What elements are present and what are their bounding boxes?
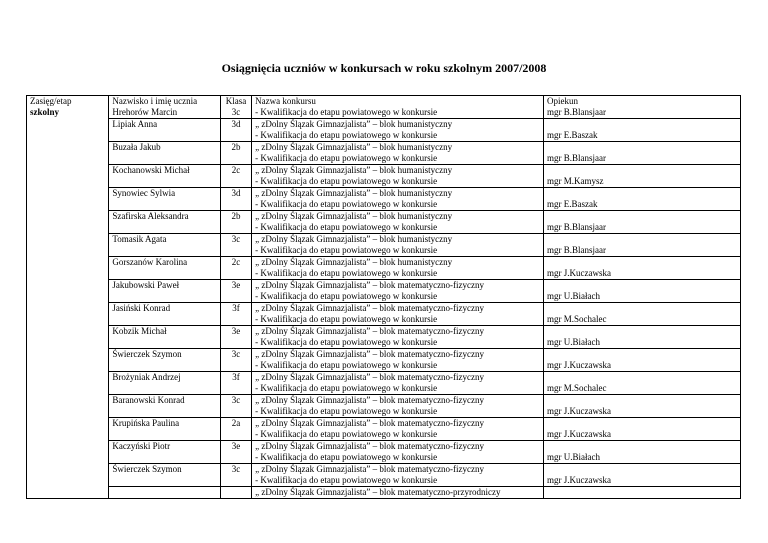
- table-row: [27, 372, 741, 395]
- opiekun-cell: [543, 372, 740, 395]
- zasieg-header: Zasięg/etap: [30, 96, 72, 106]
- student-klasa: 2b: [220, 211, 251, 234]
- konkurs-cell: [252, 165, 544, 188]
- student-klasa: 3e: [220, 326, 251, 349]
- table-row: [27, 188, 741, 211]
- opiekun-name: mgr J.Kuczawska: [546, 429, 611, 439]
- student-klasa: 3e: [220, 441, 251, 464]
- opiekun-name: mgr B.Blansjaar: [546, 245, 606, 255]
- konkurs-line1: - Kwalifikacja do etapu powiatowego w konkursie: [255, 291, 438, 301]
- student-name: Baranowski Konrad: [109, 395, 221, 418]
- konkurs-line2: „ zDolny Ślązak Gimnazjalista” – blok matematyczno-przyrodniczy: [255, 487, 501, 497]
- zasieg-value: szkolny: [30, 107, 60, 117]
- table-row: [27, 96, 741, 119]
- table-row: [27, 326, 741, 349]
- konkurs-cell: [252, 188, 544, 211]
- opiekun-name: mgr E.Baszak: [546, 130, 598, 140]
- konkurs-cell: [252, 280, 544, 303]
- konkurs-line2: „ zDolny Ślązak Gimnazjalista” – blok matematyczno-fizyczny: [255, 464, 485, 474]
- opiekun-cell: [543, 487, 740, 499]
- table-row: [27, 234, 741, 257]
- konkurs-line2: „ zDolny Ślązak Gimnazjalista” – blok matematyczno-fizyczny: [255, 303, 485, 313]
- student-klasa: 2a: [220, 418, 251, 441]
- opiekun-name: mgr J.Kuczawska: [546, 360, 611, 370]
- opiekun-cell: [543, 326, 740, 349]
- konkurs-line2: „ zDolny Ślązak Gimnazjalista” – blok matematyczno-fizyczny: [255, 280, 485, 290]
- konkurs-line1: - Kwalifikacja do etapu powiatowego w konkursie: [255, 360, 438, 370]
- konkurs-line2: „ zDolny Ślązak Gimnazjalista” – blok matematyczno-fizyczny: [255, 349, 485, 359]
- document-title: Osiągnięcia uczniów w konkursach w roku szkolnym 2007/2008: [221, 61, 547, 75]
- student-klasa: 2b: [220, 142, 251, 165]
- opiekun-name: mgr E.Baszak: [546, 199, 598, 209]
- konkurs-cell: [252, 303, 544, 326]
- results-table: [26, 95, 741, 499]
- opiekun-cell: [543, 188, 740, 211]
- konkurs-cell: [252, 349, 544, 372]
- empty-klasa-cell: [220, 487, 251, 499]
- opiekun-cell: [543, 119, 740, 142]
- konkurs-line1: - Kwalifikacja do etapu powiatowego w konkursie: [255, 337, 438, 347]
- konkurs-line1: - Kwalifikacja do etapu powiatowego w konkursie: [255, 314, 438, 324]
- opiekun-cell: [543, 349, 740, 372]
- table-row: [27, 418, 741, 441]
- zasieg-cell: [27, 96, 109, 499]
- opiekun-name: mgr U.Białach: [546, 337, 600, 347]
- table-row: [27, 464, 741, 487]
- konkurs-cell: [252, 418, 544, 441]
- opiekun-cell: [543, 142, 740, 165]
- student-klasa: 3c: [220, 349, 251, 372]
- konkurs-line2: „ zDolny Ślązak Gimnazjalista” – blok matematyczno-fizyczny: [255, 395, 485, 405]
- student-name: Kochanowski Michał: [109, 165, 221, 188]
- name-cell: [109, 96, 221, 119]
- student-klasa: 3c: [220, 395, 251, 418]
- student-name: Buzała Jakub: [109, 142, 221, 165]
- table-row: [27, 395, 741, 418]
- opiekun-cell: [543, 464, 740, 487]
- table-row: [27, 119, 741, 142]
- konkurs-line2: „ zDolny Ślązak Gimnazjalista” – blok humanistyczny: [255, 234, 453, 244]
- student-name: Brożyniak Andrzej: [109, 372, 221, 395]
- konkurs-cell: [252, 395, 544, 418]
- student-name: Jakubowski Paweł: [109, 280, 221, 303]
- konkurs-line1: - Kwalifikacja do etapu powiatowego w konkursie: [255, 176, 438, 186]
- konkurs-cell: [252, 372, 544, 395]
- konkurs-cell: [252, 142, 544, 165]
- table-row: [27, 142, 741, 165]
- student-klasa: 3c: [220, 234, 251, 257]
- konkurs-line1: - Kwalifikacja do etapu powiatowego w konkursie: [255, 475, 438, 485]
- konkurs-line2: „ zDolny Ślązak Gimnazjalista” – blok matematyczno-fizyczny: [255, 326, 485, 336]
- student-klasa: 3f: [220, 303, 251, 326]
- opiekun-name: mgr J.Kuczawska: [546, 475, 611, 485]
- table-row: [27, 211, 741, 234]
- student-klasa: 3f: [220, 372, 251, 395]
- student-name: Gorszanów Karolina: [109, 257, 221, 280]
- opiekun-cell: [543, 211, 740, 234]
- konkurs-line2: „ zDolny Ślązak Gimnazjalista” – blok matematyczno-fizyczny: [255, 372, 485, 382]
- konkurs-cell: [252, 326, 544, 349]
- klasa-cell: [220, 96, 251, 119]
- konkurs-line2: „ zDolny Ślązak Gimnazjalista” – blok humanistyczny: [255, 142, 453, 152]
- opiekun-cell: [543, 280, 740, 303]
- student-name: Kobzik Michał: [109, 326, 221, 349]
- klasa-header: Klasa: [225, 96, 247, 106]
- opiekun-cell: [543, 303, 740, 326]
- name-header: Nazwisko i imię ucznia: [112, 96, 198, 106]
- opiekun-name: mgr M.Sochalec: [546, 314, 607, 324]
- student-name: Kaczyński Piotr: [109, 441, 221, 464]
- opiekun-cell: [543, 441, 740, 464]
- konkurs-line2: „ zDolny Ślązak Gimnazjalista” – blok humanistyczny: [255, 165, 453, 175]
- student-name: Świerczek Szymon: [109, 349, 221, 372]
- opiekun-header: Opiekun: [546, 96, 578, 106]
- table-row: [27, 303, 741, 326]
- opiekun-name: mgr J.Kuczawska: [546, 268, 611, 278]
- student-klasa: 3d: [220, 188, 251, 211]
- konkurs-line2: „ zDolny Ślązak Gimnazjalista” – blok humanistyczny: [255, 188, 453, 198]
- student-name: Świerczek Szymon: [109, 464, 221, 487]
- konkurs-cell: [252, 211, 544, 234]
- konkurs-line1: - Kwalifikacja do etapu powiatowego w konkursie: [255, 153, 438, 163]
- konkurs-line1: - Kwalifikacja do etapu powiatowego w konkursie: [255, 130, 438, 140]
- opiekun-name: mgr U.Białach: [546, 452, 600, 462]
- results-table-body: [27, 96, 741, 499]
- student-klasa: 3e: [220, 280, 251, 303]
- opiekun-name: mgr M.Sochalec: [546, 383, 607, 393]
- konkurs-line1: - Kwalifikacja do etapu powiatowego w konkursie: [255, 222, 438, 232]
- student-name: Szafirska Aleksandra: [109, 211, 221, 234]
- table-row: [27, 165, 741, 188]
- konkurs-line1: - Kwalifikacja do etapu powiatowego w konkursie: [255, 383, 438, 393]
- konkurs-line2: „ zDolny Ślązak Gimnazjalista” – blok matematyczno-fizyczny: [255, 418, 485, 428]
- student-klasa: 2c: [220, 257, 251, 280]
- opiekun-name: mgr B.Blansjaar: [546, 153, 606, 163]
- table-row: [27, 441, 741, 464]
- konkurs-cell: [252, 234, 544, 257]
- konkurs-cell: [252, 464, 544, 487]
- konkurs-cell: [252, 441, 544, 464]
- konkurs-line1: - Kwalifikacja do etapu powiatowego w konkursie: [255, 199, 438, 209]
- student-name: Krupińska Paulina: [109, 418, 221, 441]
- table-row: [27, 487, 741, 499]
- konkurs-line1: - Kwalifikacja do etapu powiatowego w konkursie: [255, 245, 438, 255]
- konkurs-cell: [252, 487, 544, 499]
- opiekun-name: mgr B.Blansjaar: [546, 107, 606, 117]
- konkurs-cell: [252, 96, 544, 119]
- konkurs-cell: [252, 119, 544, 142]
- empty-name-cell: [109, 487, 221, 499]
- konkurs-line1: - Kwalifikacja do etapu powiatowego w konkursie: [255, 406, 438, 416]
- konkurs-line1: - Kwalifikacja do etapu powiatowego w konkursie: [255, 107, 438, 117]
- konkurs-line1: - Kwalifikacja do etapu powiatowego w konkursie: [255, 429, 438, 439]
- table-row: [27, 349, 741, 372]
- student-klasa: 3c: [231, 107, 241, 117]
- opiekun-name: mgr B.Blansjaar: [546, 222, 606, 232]
- konkurs-line2: „ zDolny Ślązak Gimnazjalista” – blok humanistyczny: [255, 257, 453, 267]
- opiekun-cell: [543, 395, 740, 418]
- opiekun-name: mgr J.Kuczawska: [546, 406, 611, 416]
- opiekun-cell: [543, 418, 740, 441]
- student-name: Synowiec Sylwia: [109, 188, 221, 211]
- student-klasa: 3c: [220, 464, 251, 487]
- opiekun-cell: [543, 257, 740, 280]
- konkurs-line2: „ zDolny Ślązak Gimnazjalista” – blok humanistyczny: [255, 211, 453, 221]
- table-row: [27, 257, 741, 280]
- student-name: Lipiak Anna: [109, 119, 221, 142]
- opiekun-cell: [543, 165, 740, 188]
- konkurs-line2: „ zDolny Ślązak Gimnazjalista” – blok matematyczno-fizyczny: [255, 441, 485, 451]
- konkurs-line1: - Kwalifikacja do etapu powiatowego w konkursie: [255, 452, 438, 462]
- opiekun-cell: [543, 96, 740, 119]
- student-name: Hrehorów Marcin: [112, 107, 178, 117]
- table-row: [27, 280, 741, 303]
- student-name: Jasiński Konrad: [109, 303, 221, 326]
- konkurs-cell: [252, 257, 544, 280]
- opiekun-name: mgr U.Białach: [546, 291, 600, 301]
- student-name: Tomasik Agata: [109, 234, 221, 257]
- konkurs-header: Nazwa konkursu: [255, 96, 316, 106]
- konkurs-line2: „ zDolny Ślązak Gimnazjalista” – blok humanistyczny: [255, 119, 453, 129]
- student-klasa: 3d: [220, 119, 251, 142]
- opiekun-cell: [543, 234, 740, 257]
- opiekun-name: mgr M.Kamysz: [546, 176, 604, 186]
- konkurs-line1: - Kwalifikacja do etapu powiatowego w konkursie: [255, 268, 438, 278]
- student-klasa: 2c: [220, 165, 251, 188]
